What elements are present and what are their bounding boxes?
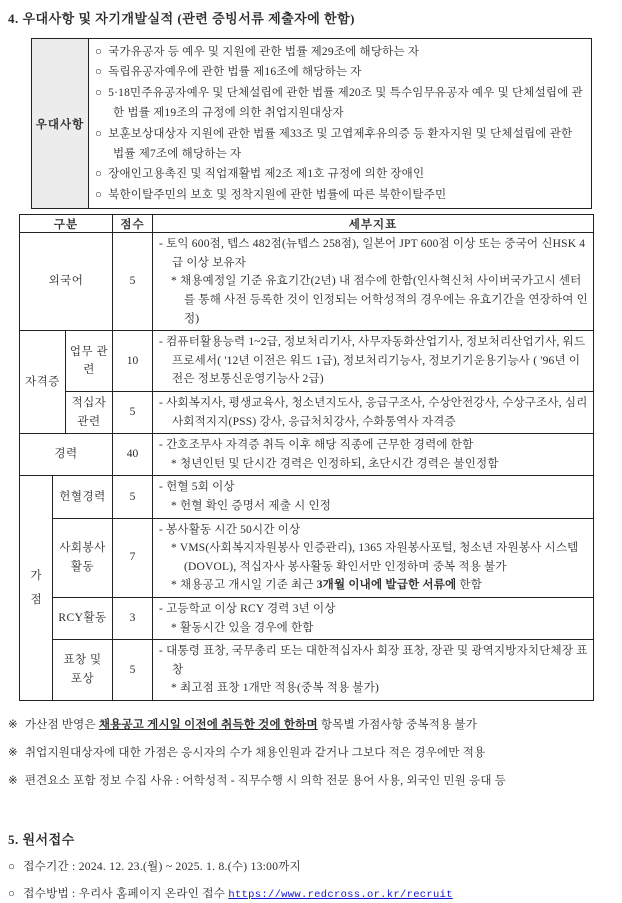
preference-item-text: 국가유공자 등 예우 및 지원에 관한 법률 제29조에 해당하는 자 [108,46,420,58]
notes-block [8,711,622,795]
detail-career [153,434,594,476]
score-bonus-blood: 5 [113,476,153,518]
application-period-line [8,860,622,875]
col-header-category: 구분 [20,215,113,233]
score-table [19,214,594,701]
note-line-2 [8,739,622,767]
preference-items-cell [89,39,592,209]
section4-title: 4. 우대사항 및 자기개발실적 (관련 증빙서류 제출자에 한함) [8,11,355,26]
circle-bullet-icon: ○ [95,127,103,140]
circle-bullet-icon: ○ [8,887,16,900]
preference-item-text: 북한이탈주민의 보호 및 정착지원에 관한 법률에 따른 북한이탈주민 [108,188,447,201]
circle-bullet-icon: ○ [95,86,103,99]
subcategory-bonus-blood: 헌혈경력 [53,476,113,518]
note-line-3 [8,767,622,795]
detail-line: - 헌혈 5회 이상 [159,481,235,494]
note-marker-icon: ※ [8,718,18,731]
subcategory-license-redcross: 적십자 관련 [66,392,113,434]
note-text-emphasis: 채용공고 게시일 이전에 취득한 것에 한하며 [98,718,318,731]
detail-line: - 고등학교 이상 RCY 경력 3년 이상 [159,602,336,615]
score-license-work: 10 [113,331,153,392]
subcategory-license-work: 업무 관련 [66,331,113,392]
detail-line: - 대통령 표창, 국무총리 또는 대한적십자사 회장 표창, 장관 및 광역지방자치단체장 표창 [159,645,588,676]
application-method-text: 접수방법 : 우리사 홈페이지 온라인 접수 [23,887,226,900]
detail-text: 한함 [456,579,483,592]
score-license-redcross: 5 [113,392,153,434]
note-marker-icon: ※ [8,774,18,787]
subcategory-bonus-award: 표창 및 포상 [53,640,113,701]
preference-table [31,38,592,209]
note-text: 편견요소 포함 정보 수집 사유 : 어학성적 - 직무수행 시 의학 전문 용어 사용, 외국인 민원 응대 등 [24,774,507,787]
score-career: 40 [113,434,153,476]
detail-subline: * 최고점 표창 1개만 적용(중복 적용 불가) [171,682,380,695]
detail-bonus-rcy [153,597,594,639]
preference-item [95,62,585,82]
detail-line: - 사회복지사, 평생교육사, 청소년지도사, 응급구조사, 수상안전강사, 수상구조사, 심리사회적지지(PSS) 강사, 응급처치강사, 수화통역사 자격증 [159,397,588,428]
subcategory-bonus-rcy: RCY활동 [53,597,113,639]
section5-title: 5. 원서접수 [8,831,75,847]
preference-item [95,83,585,124]
note-text: 가산점 반영은 [24,718,99,731]
score-bonus-volunteer: 7 [113,518,153,597]
circle-bullet-icon: ○ [95,168,103,181]
recruit-site-link[interactable]: https://www.redcross.or.kr/recruit [228,888,453,901]
preference-item-text: 5·18민주유공자예우 및 단체설립에 관한 법률 제20조 및 특수임무유공자 예우 및 단체설립에 관한 법률 제19조의 규정에 의한 취업지원대상자 [108,86,583,120]
category-license: 자격증 [20,331,66,434]
subcategory-bonus-volunteer: 사회봉사 활동 [53,518,113,597]
detail-license-redcross [153,392,594,434]
preference-item [95,164,585,184]
row-bonus-blood [20,476,594,518]
detail-subline: * 헌혈 확인 증명서 제출 시 인정 [171,499,332,512]
col-header-score: 점수 [113,215,153,233]
category-bonus [20,476,53,701]
detail-subline: * 활동시간 있을 경우에 한함 [171,621,314,634]
preference-item-text: 보훈보상대상자 지원에 관한 법률 제33조 및 고엽제후유의증 등 환자지원 및 단체설립에 관한 법률 제7조에 해당하는 자 [108,127,573,161]
detail-license-work [153,331,594,392]
circle-bullet-icon: ○ [8,860,16,873]
row-foreign-language [20,233,594,331]
application-period-text: 접수기간 : 2024. 12. 23.(월) ~ 2025. 1. 8.(수) 13:00까지 [23,860,302,873]
preference-item-text: 장애인고용촉진 및 직업재활법 제2조 제1호 규정에 의한 장애인 [108,168,425,181]
note-marker-icon: ※ [8,746,18,759]
category-foreign-language: 외국어 [20,233,113,331]
detail-subline: * 청년인턴 및 단시간 경력은 인정하되, 초단시간 경력은 불인정함 [171,457,499,470]
detail-text-bold: 3개월 이내에 발급한 서류에 [316,579,457,592]
detail-subline: * VMS(사회복지자원봉사 인증관리), 1365 자원봉사포털, 청소년 자원봉사 시스템(DOVOL), 적십자사 봉사활동 확인서만 인정하며 중복 적용 불가 [171,542,579,573]
detail-subline [159,576,589,595]
note-line-1 [8,711,622,739]
circle-bullet-icon: ○ [95,46,103,58]
row-career [20,434,594,476]
detail-line: - 토익 600점, 텝스 482점(뉴텝스 258점), 일본어 JPT 600점 이상 또는 중국어 신HSK 4급 이상 보유자 [159,238,586,269]
detail-foreign-language [153,233,594,331]
row-bonus-rcy [20,597,594,639]
score-foreign-language: 5 [113,233,153,331]
score-bonus-rcy: 3 [113,597,153,639]
detail-subline: * 채용예정일 기준 유효기간(2년) 내 점수에 한함(인사혁신처 사이버국가고시 센터를 통해 사전 등록한 것이 인정되는 어학성적의 경우에는 유효기간을 연장하여 인정) [171,275,588,325]
detail-bonus-volunteer [153,518,594,597]
row-bonus-volunteer [20,518,594,597]
category-career: 경력 [20,434,113,476]
note-text: 취업지원대상자에 대한 가점은 응시자의 수가 채용인원과 같거나 그보다 적은 경우에만 적용 [24,746,486,759]
preference-row [32,39,592,209]
detail-line: - 간호조무사 자격증 취득 이후 해당 직종에 근무한 경력에 한함 [159,439,474,452]
section5-application [8,829,622,903]
preference-item-text: 독립유공자예우에 관한 법률 제16조에 해당하는 자 [108,66,362,79]
category-bonus-label: 가점 [30,570,42,607]
row-license-work [20,331,594,392]
row-bonus-award [20,640,594,701]
score-table-header-row [20,215,594,233]
score-bonus-award: 5 [113,640,153,701]
detail-bonus-award [153,640,594,701]
preference-row-header: 우대사항 [32,39,89,209]
preference-item [95,185,585,205]
detail-line: - 컴퓨터활용능력 1~2급, 정보처리기사, 사무자동화산업기사, 정보처리산업기사, 워드프로세서( '12년 이전은 워드 1급), 정보처리기능사, 정보기기운용기능사 ( '96년 이전은 정보통신운영기능사 2급) [159,336,586,386]
col-header-detail: 세부지표 [153,215,594,233]
preference-item [95,42,585,62]
preference-item [95,124,585,165]
circle-bullet-icon: ○ [95,66,103,79]
detail-line: - 봉사활동 시간 50시간 이상 [159,523,301,536]
application-method-line [8,887,622,903]
detail-bonus-blood [153,476,594,518]
circle-bullet-icon: ○ [95,188,103,201]
detail-text: * 채용공고 개시일 기준 최근 [171,579,317,592]
note-text: 항목별 가점사항 중복적용 불가 [317,718,478,731]
row-license-redcross [20,392,594,434]
